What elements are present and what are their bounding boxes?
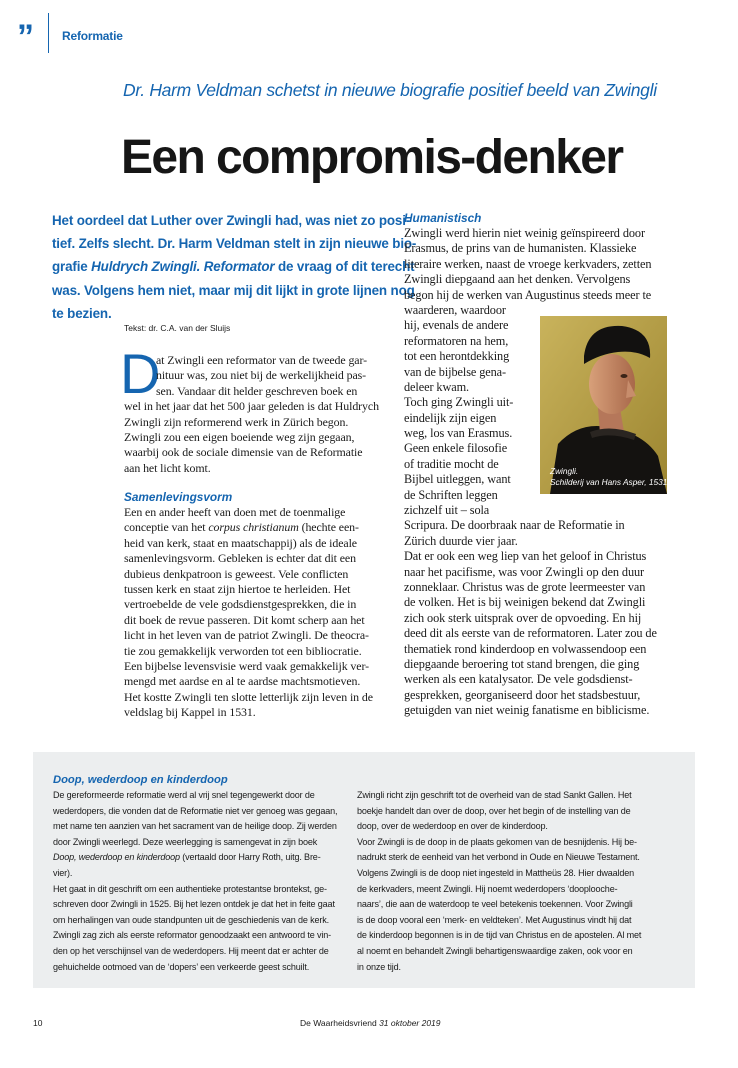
text-segment: waarbij ook de sociale dimensie van de Reformatie [124,445,363,460]
text-segment: (hechte een- [298,520,359,535]
text-segment: Zwingli. [550,466,579,476]
subheading-humanistisch: Humanistisch [404,211,482,225]
text-segment: door Zwingli weerlegd. Deze weerlegging is samengevat in zijn boek [53,836,318,847]
text-line [52,232,417,255]
text-line [124,415,379,430]
text-segment: literaire werken, naast de vroege kerkvaders, zetten [404,256,652,271]
text-segment: Scripura. De doorbraak naar de Reformatie in [404,518,625,533]
text-line [404,703,657,718]
text-segment: tussen kerk en staat zijn hiertoe te herleiden. Het [124,581,351,596]
text-segment: vier). [53,867,73,878]
text-segment: Het gaat in dit geschrift om een authentieke protestantse brontekst, ge- [53,883,327,894]
text-line [124,582,373,597]
text-segment: Volgens Zwingli is de doop niet ingesteld in Mattheüs 28. Hier dwaalden [357,867,635,878]
article-title: Een compromis-denker [121,131,623,184]
text-line [404,672,657,687]
sidebar-box-title: Doop, wederdoop en kinderdoop [53,774,228,786]
subheading-samenlevingsvorm: Samenlevingsvorm [124,490,233,504]
portrait-caption [550,466,670,488]
text-segment: reformatoren na hem, [404,333,509,348]
text-line [550,466,670,477]
text-line [53,913,337,929]
text-line [404,688,657,703]
text-segment: Zwingli zou een eigen boeiende weg zijn gegaan, [124,429,355,444]
author-credit: Tekst: dr. C.A. van der Sluijs [124,323,231,333]
text-segment: Dat er ook een weg liep van het geloof in Christus [404,549,647,564]
text-segment: nituur was, zou niet bij de werkelijkheid pas- [156,368,367,383]
text-segment: Geen enkele filosofie [404,441,508,456]
text-segment: thematiek rond kinderdoop en volwassendoop een [404,641,647,656]
body-column-left-top [124,353,379,476]
text-line [124,705,373,720]
text-segment: vertroebelde de vele godsdienstgesprekken, die in [124,597,357,612]
text-segment: Het oordeel dat Luther over Zwingli had, was niet zo posi- [52,213,411,228]
text-line [124,461,379,476]
text-segment: Zwingli werd hierin niet weinig geïnspireerd door [404,226,645,240]
text-line [52,279,415,302]
text-line [53,804,337,820]
text-line [53,866,337,882]
text-line [52,255,415,278]
text-line [404,272,657,287]
text-segment: den op het verschijnsel van de wederdopers. Hij meent dat er achter de [53,945,329,956]
text-segment: de vraag of dit terecht [274,259,415,275]
text-segment: mengd met aardse en al te aardse machtsmotieven. [124,674,361,689]
text-line [124,567,373,582]
footer-publication [300,1018,441,1028]
text-segment: naar het pacifisme, was voor Zwingli op den duur [404,564,645,579]
text-segment: te bezien. [52,305,112,321]
text-line [124,368,379,383]
text-segment: de volken. Het is bij weinigen bekend dat Zwingli [404,595,646,610]
text-line [357,944,641,960]
text-segment: getuigden van niet weinig fanatisme en biblicisme. [404,703,650,718]
text-line [124,628,373,643]
text-line [53,788,337,804]
text-segment: in onze tijd. [357,961,401,972]
text-line [357,819,641,835]
text-segment: deed dit als eerste van de reformatoren. Later zou de [404,626,657,641]
text-segment: aan het licht komt. [124,460,211,475]
text-segment: zichzelf uit – sola [404,503,490,518]
body-column-left-bottom [124,505,373,720]
text-segment: doop, over de wederdoop en over de kinderdoop. [357,821,548,832]
text-segment: was. Volgens hem niet, maar mij dit lijkt in grote lijnen nog [52,282,415,298]
text-segment: nadrukt sterk de eenheid van het verbond in Oude en Nieuwe Testament. [357,852,640,863]
text-line [124,384,379,399]
text-line [124,353,379,368]
text-segment: de Schriften leggen [404,487,498,502]
quote-mark-icon: ” [17,18,32,56]
text-line [53,835,337,851]
text-line [53,850,337,866]
text-line [124,430,379,445]
text-line [404,503,657,518]
text-segment: at Zwingli een reformator van de tweede gar- [156,353,367,367]
text-segment: samenlevingsvorm. Gebleken is echter dat dit een [124,551,356,566]
text-segment: werken als een katalysator. De vele godsdienst- [404,672,633,687]
text-line [404,595,657,610]
text-line [124,597,373,612]
text-line [124,551,373,566]
text-segment: Bijbel uitleggen, want [404,472,511,487]
text-segment: dubieus denkpatroon is geweest. Vele conflicten [124,566,349,581]
text-line [124,445,379,460]
section-label: Reformatie [62,29,123,43]
text-line [404,534,657,549]
text-line [357,850,641,866]
text-line [404,241,657,256]
text-line [124,690,373,705]
text-segment: zonneklaar. Christus was de grote leermeester van [404,579,646,594]
text-line [357,788,641,804]
text-segment: conceptie van het [124,520,209,535]
text-segment: heid van kerk, staat en maatschappij) als de ideale [124,535,357,550]
magazine-name: De Waarheidsvriend [300,1018,377,1028]
text-line [124,659,373,674]
text-line [357,960,641,976]
issue-date: 31 oktober 2019 [379,1018,441,1028]
text-segment: diepgaande beroering tot stand brengen, die ging [404,656,640,671]
text-segment: is de doop vooral een ‘merk- en veldteken’. Met Augustinus vindt hij dat [357,914,632,925]
text-segment: Zwingli zijn reformerend werk in Zürich begon. [124,414,349,429]
text-segment: deleer kwam. [404,379,470,394]
text-line [404,611,657,626]
text-segment: wederdopers, die vonden dat de Reformatie niet ver genoeg was gegaan, [53,805,338,816]
text-segment: de kinderdoop begonnen is in de tijd van Christus en de apostelen. Al met [357,930,642,941]
text-segment: met name ten aanzien van het sacrament van de heilige doop. Zij werden [53,821,337,832]
text-line [550,477,670,488]
text-segment: (vertaald door Harry Roth, uitg. Bre- [179,852,321,863]
header-divider [48,13,49,53]
text-line [53,944,337,960]
text-line [124,644,373,659]
text-segment: hij, evenals de andere [404,318,509,333]
text-line [52,209,411,232]
text-line [53,897,337,913]
text-segment: gehuichelde ootmoed van de ‘dopers’ een verkeerde geest schuilt. [53,961,310,972]
text-segment: licht in het leven van de patriot Zwingli. De theocra- [124,628,369,643]
text-line [357,928,641,944]
text-line [357,897,641,913]
text-segment: waarderen, waardoor [404,302,506,317]
text-segment: De gereformeerde reformatie werd al vrij snel tegengewerkt door de [53,790,315,800]
text-segment: Zwingli diepgaand aan het denken. Vervolgens [404,272,631,287]
text-segment: tief. Zelfs slecht. Dr. Harm Veldman stelt in zijn nieuwe bio- [52,236,417,252]
text-line [404,518,657,533]
text-segment: de kerkvaders, meent Zwingli. Hij noemt wederdopers ‘dooplooche- [357,883,618,894]
text-segment: naars’, die aan de waterdoop te veel betekenis toekennen. Voor Zwingli [357,899,633,910]
text-line [53,960,337,976]
text-segment: weg, los van Erasmus. [404,426,513,441]
text-line [357,835,641,851]
text-line [404,580,657,595]
text-line [124,520,373,535]
text-line [404,549,657,564]
text-line [404,565,657,580]
text-segment: gesprekken, georganiseerd door het stadsbestuur, [404,687,641,702]
italic-text: corpus christianum [208,520,299,535]
text-line [404,288,657,303]
text-segment: Schilderij van Hans Asper, 1531. [550,477,670,487]
text-segment: Toch ging Zwingli uit- [404,395,514,410]
drop-cap: D [120,342,161,405]
text-line [124,399,379,414]
text-segment: of traditie mocht de [404,456,499,471]
text-segment: van de bijbelse gena- [404,364,507,379]
text-segment: boekje handelt dan over de doop, over het begin of de instelling van de [357,805,631,816]
article-intro [52,209,417,325]
text-line [357,804,641,820]
text-line [53,928,337,944]
article-subtitle: Dr. Harm Veldman schetst in nieuwe biografie positief beeld van Zwingli [123,80,657,100]
text-segment: Voor Zwingli is de doop in de plaats gekomen van de besnijdenis. Hij be- [357,836,637,847]
italic-text: Doop, wederdoop en kinderdoop [53,852,180,863]
text-line [357,913,641,929]
text-line [124,505,373,520]
text-line [404,226,657,241]
text-segment: Zwingli richt zijn geschrift tot de overheid van de stad Sankt Gallen. Het [357,790,632,800]
text-segment: Erasmus, de prins van de humanisten. Klassieke [404,241,637,256]
text-segment: Zwingli zag zich als eerste reformator genoodzaakt een antwoord te vin- [53,930,331,941]
text-segment: zich ook sterk uitsprak over de opvoeding. En hij [404,610,642,625]
text-segment: Een bijbelse levensvisie werd vaak gemakkelijk ver- [124,658,369,673]
text-segment: Zürich duurde vier jaar. [404,533,518,548]
text-line [357,866,641,882]
text-line [53,819,337,835]
text-segment: tot een herontdekking [404,349,510,364]
text-segment: om herhalingen van oude standpunten uit de geschiedenis van de kerk. [53,914,329,925]
text-segment: begon hij de werken van Augustinus steeds meer te [404,287,652,302]
text-segment: veldslag bij Kappel in 1531. [124,705,256,720]
text-segment: eindelijk zijn eigen [404,410,497,425]
text-line [53,882,337,898]
text-segment: Het kostte Zwingli ten slotte letterlijk zijn leven in de [124,689,373,704]
text-segment: Een en ander heeft van doen met de toenmalige [124,505,346,519]
text-line [404,657,657,672]
text-segment: tie zou gemakkelijk verworden tot een bibliocratie. [124,643,362,658]
text-segment: al noemt en behandelt Zwingli behartigenswaardige zaken, ook voor en [357,945,633,956]
text-line [124,536,373,551]
text-segment: sen. Vandaar dit helder geschreven boek en [156,383,358,398]
text-line [357,882,641,898]
text-line [124,674,373,689]
text-line [404,626,657,641]
text-line [404,642,657,657]
text-line [404,257,657,272]
text-segment: wel in het jaar dat het 500 jaar geleden is dat Huldrych [124,399,379,414]
italic-text: Huldrych Zwingli. Reformator [91,259,275,275]
page-number: 10 [33,1018,43,1028]
sidebar-box-right-column [357,788,641,975]
text-segment: schreven door Zwingli in 1525. Bij het lezen ontdek je dat het in feite gaat [53,899,335,910]
text-segment: dit boek de revue passeren. Dit komt scherp aan het [124,612,365,627]
text-segment: grafie [52,259,92,275]
text-line [52,302,384,325]
sidebar-box-left-column [53,788,337,975]
text-line [124,613,373,628]
